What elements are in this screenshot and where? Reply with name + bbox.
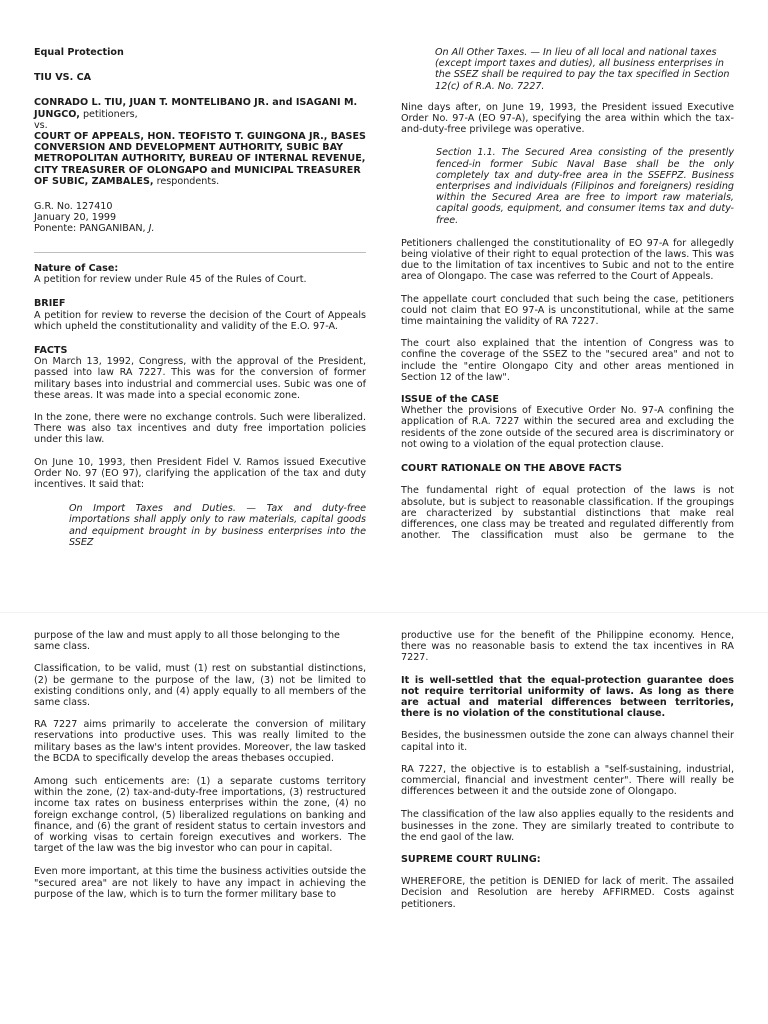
ponente-j: J.	[148, 223, 155, 235]
paragraph-nine-days: Nine days after, on June 19, 1993, the President issued Executive Order No. 97-A (EO 97-A), specifying the area within which the tax-and-duty-free privilege was operative.	[401, 101, 734, 136]
page1-left-column	[34, 47, 366, 235]
paragraph-well-settled: It is well-settled that the equal-protection guarantee does not require territorial uniformity of laws. As long as there are actual and material differences between territories, there is no violation of the constitutional clause.	[401, 674, 734, 720]
nature-heading: Nature of Case:	[34, 263, 119, 274]
decision-date: January 20, 1999	[34, 212, 117, 224]
facts-paragraph-2: In the zone, there were no exchange controls. Such were liberalized. There was also tax incentives and duty free importation policies under this law.	[34, 412, 366, 446]
gr-number: G.R. No. 127410	[34, 201, 113, 213]
paragraph-classification: Classification, to be valid, must (1) rest on substantial distinctions, (2) be germane to the purpose of the law, (3) not be limited to existing conditions only, and (4) apply equally to all members of the same class.	[34, 663, 366, 709]
brief-text: A petition for review to reverse the decision of the Court of Appeals which upheld the constitutionality and validity of the E.O. 97-A.	[34, 309, 366, 332]
ruling-heading: SUPREME COURT RULING:	[401, 854, 541, 866]
versus-label: vs.	[34, 119, 48, 131]
page-divider	[0, 612, 768, 613]
paragraph-ra-7227: RA 7227 aims primarily to accelerate the conversion of military reservations into productive uses. This was really limited to the military bases as the law's intent provides. Moreover, the law tasked the BCDA to specifically develop the areas thebases occupied.	[34, 719, 366, 764]
facts-heading: FACTS	[34, 345, 68, 357]
ponente	[34, 223, 366, 234]
parties-block	[34, 97, 366, 187]
issue-heading: ISSUE of the CASE	[401, 394, 499, 406]
respondents-label: respondents.	[153, 175, 220, 187]
petitioners-label: petitioners,	[79, 108, 138, 120]
quote-other-taxes: On All Other Taxes. — In lieu of all local and national taxes (except import taxes and duties), all business enterprises in the SSEZ shall be required to pay the tax specified in Section 12(c) of R.A. No. 7227.	[435, 47, 730, 92]
paragraph-intention: The court also explained that the intention of Congress was to confine the coverage of the SSEZ to the "secured area" and not to include the "entire Olongapo City and other areas mentioned in Section 12 of the law".	[401, 338, 734, 383]
section-divider	[34, 252, 366, 253]
paragraph-challenged: Petitioners challenged the constitutionality of EO 97-A for allegedly being violative of their right to equal protection of the laws. This was due to the limitation of tax incentives to Subic and not to the entire area of Olongapo. The case was referred to the Court of Appeals.	[401, 237, 734, 283]
ponente-label: Ponente: PANGANIBAN,	[34, 223, 149, 235]
facts-paragraph-1: On March 13, 1992, Congress, with the approval of the President, passed into law RA 7227. This was for the conversion of former military bases into industrial and commercial uses. Subic was one of these areas. It was made into a special economic zone.	[34, 356, 366, 401]
paragraph-applies-equally: The classification of the law also applies equally to the residents and businesses in the zone. They are similarly treated to contribute to the end gaol of the law.	[401, 809, 734, 843]
respondents-names: COURT OF APPEALS, HON. TEOFISTO T. GUINGONA JR., BASES CONVERSION AND DEVELOPMENT AUTHORITY, SUBIC BAY METROPOLITAN AUTHORITY, BUREAU OF INTERNAL REVENUE, CITY TREASURER OF OLONGAPO and MUNICIPAL TREASURER OF SUBIC, ZAMBALES,	[34, 131, 366, 187]
paragraph-besides: Besides, the businessmen outside the zone can always channel their capital into it.	[401, 730, 734, 753]
case-info	[34, 201, 366, 235]
petitioners-names: CONRADO L. TIU, JUAN T. MONTELIBANO JR. and ISAGANI M. JUNGCO,	[34, 97, 358, 120]
paragraph-productive: productive use for the benefit of the Philippine economy. Hence, there was no reasonable basis to extend the tax incentives in RA 7227.	[401, 630, 734, 664]
page2-right-column	[401, 630, 734, 921]
quote-section-1-1: Section 1.1. The Secured Area consisting of the presently fenced-in former Subic Naval Base shall be the only completely tax and duty-free area in the SSEFPZ. Business enterprises and individuals (Filipinos and foreigners) residing within the Secured Area are free to import raw materials, capital goods, equipment, and consumer items tax and duty-free.	[436, 147, 734, 226]
issue-text: Whether the provisions of Executive Order No. 97-A confining the application of R.A. 7227 within the secured area and excluding the residents of the zone outside of the secured area is discriminatory or not owing to a violation of the equal protection clause.	[401, 405, 734, 450]
page1-left-column-body	[34, 263, 366, 559]
page2-left-column	[34, 630, 366, 911]
rationale-heading: COURT RATIONALE ON THE ABOVE FACTS	[401, 463, 622, 475]
paragraph-objective: RA 7227, the objective is to establish a "self-sustaining, industrial, commercial, financial and investment center". There will really be differences between it and the outside zone of Olongapo.	[401, 763, 734, 798]
quote-import-taxes: On Import Taxes and Duties. — Tax and duty-free importations shall apply only to raw materials, capital goods and equipment brought in by business enterprises into the SSEZ	[69, 503, 366, 548]
facts-paragraph-3: On June 10, 1993, then President Fidel V. Ramos issued Executive Order No. 97 (EO 97), clarifying the application of the tax and duty incentives. It said that:	[34, 456, 366, 491]
paragraph-purpose: purpose of the law and must apply to all those belonging to the same class.	[34, 630, 340, 653]
brief-heading: BRIEF	[34, 298, 66, 310]
case-title: TIU VS. CA	[34, 72, 92, 84]
nature-text: A petition for review under Rule 45 of the Rules of Court.	[34, 274, 307, 286]
rationale-paragraph-1: The fundamental right of equal protection of the laws is not absolute, but is subject to reasonable classification. If the groupings are characterized by substantial distinctions that make real differences, one class may be treated and regulated differently from another. The classification must also be germane to the	[401, 485, 734, 542]
document-title: Equal Protection	[34, 47, 124, 58]
page1-right-column	[401, 47, 734, 552]
paragraph-more-important: Even more important, at this time the business activities outside the "secured area" are not likely to have any impact in achieving the purpose of the law, which is to turn the former military base to	[34, 866, 366, 900]
paragraph-enticements: Among such enticements are: (1) a separate customs territory within the zone, (2) tax-and-duty-free importations, (3) restructured income tax rates on business enterprises within the zone, (4) no foreign exchange control, (5) liberalized regulations on banking and finance, and (6) the grant of resident status to certain investors and of working visas to certain foreign executives and workers. The target of the law was the big investor who can pour in capital.	[34, 776, 366, 855]
ruling-text: WHEREFORE, the petition is DENIED for lack of merit. The assailed Decision and Resolution are hereby AFFIRMED. Costs against petitioners.	[401, 876, 734, 910]
paragraph-appellate: The appellate court concluded that such being the case, petitioners could not claim that EO 97-A is unconstitutional, while at the same time maintaining the validity of RA 7227.	[401, 293, 734, 328]
